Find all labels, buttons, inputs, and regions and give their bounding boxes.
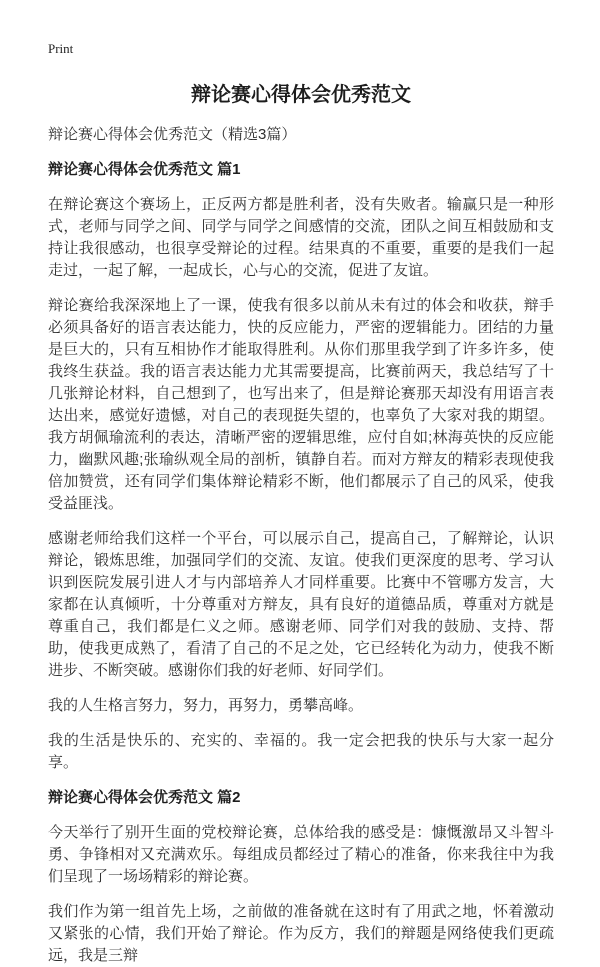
print-link[interactable]: Print bbox=[48, 41, 74, 56]
section-2 bbox=[48, 787, 554, 967]
section-1-heading: 辩论赛心得体会优秀范文 篇1 bbox=[48, 161, 241, 178]
section-1 bbox=[48, 159, 554, 774]
paragraph: 辩论赛给我深深地上了一课，使我有很多以前从未有过的体会和收获，辩手必须具备好的语言表达能力，快的反应能力，严密的逻辑能力。团结的力量是巨大的，只有互相协作才能取得胜利。从你们那里我学到了许多许多，使我终生获益。我的语言表达能力尤其需要提高，比赛前两天，我总结写了十几张辩论材料，自己想到了，也写出来了，但是辩论赛那天却没有用语言表达出来，感觉好遗憾，对自己的表现挺失望的，也辜负了大家对我的期望。我方胡佩瑜流利的表达，清晰严密的逻辑思维，应付自如;林海英快的反应能力，幽默风趣;张瑜纵观全局的剖析，镇静自若。而对方辩友的精彩表现使我倍加赞赏，还有同学们集体辩论精彩不断，他们都展示了自己的风采，使我受益匪浅。 bbox=[48, 297, 554, 512]
paragraph: 在辩论赛这个赛场上，正反两方都是胜利者，没有失败者。输赢只是一种形式，老师与同学之间、同学与同学之间感情的交流，团队之间互相鼓励和支持让我很感动，也很享受辩论的过程。结果真的不重要，重要的是我们一起走过，一起了解，一起成长，心与心的交流，促进了友谊。 bbox=[48, 196, 554, 279]
paragraph: 我的生活是快乐的、充实的、幸福的。我一定会把我的快乐与大家一起分享。 bbox=[48, 732, 554, 771]
paragraph: 我的人生格言努力，努力，再努力，勇攀高峰。 bbox=[48, 697, 364, 714]
paragraph: 感谢老师给我们这样一个平台，可以展示自己，提高自己，了解辩论，认识辩论，锻炼思维，加强同学们的交流、友谊。使我们更深度的思考、学习认识到医院发展引进人才与内部培养人才同样重要。比赛中不管哪方发言，大家都在认真倾听，十分尊重对方辩友，具有良好的道德品质，尊重对方就是尊重自己，我们都是仁义之师。感谢老师、同学们对我的鼓励、支持、帮助，使我更成熟了，看清了自己的不足之处，它已经转化为动力，使我不断进步、不断突破。感谢你们我的好老师、好同学们。 bbox=[48, 530, 554, 679]
page-title: 辩论赛心得体会优秀范文 bbox=[191, 84, 411, 106]
paragraph: 今天举行了别开生面的党校辩论赛，总体给我的感受是：慷慨激昂又斗智斗勇、争锋相对又充满欢乐。每组成员都经过了精心的准备，你来我往中为我们呈现了一场场精彩的辩论赛。 bbox=[48, 824, 554, 885]
subtitle: 辩论赛心得体会优秀范文（精选3篇） bbox=[48, 126, 297, 143]
section-2-heading: 辩论赛心得体会优秀范文 篇2 bbox=[48, 789, 241, 806]
paragraph: 我们作为第一组首先上场，之前做的准备就在这时有了用武之地，怀着激动又紧张的心情，我们开始了辩论。作为反方，我们的辩题是网络使我们更疏远，我是三辩 bbox=[48, 903, 554, 964]
